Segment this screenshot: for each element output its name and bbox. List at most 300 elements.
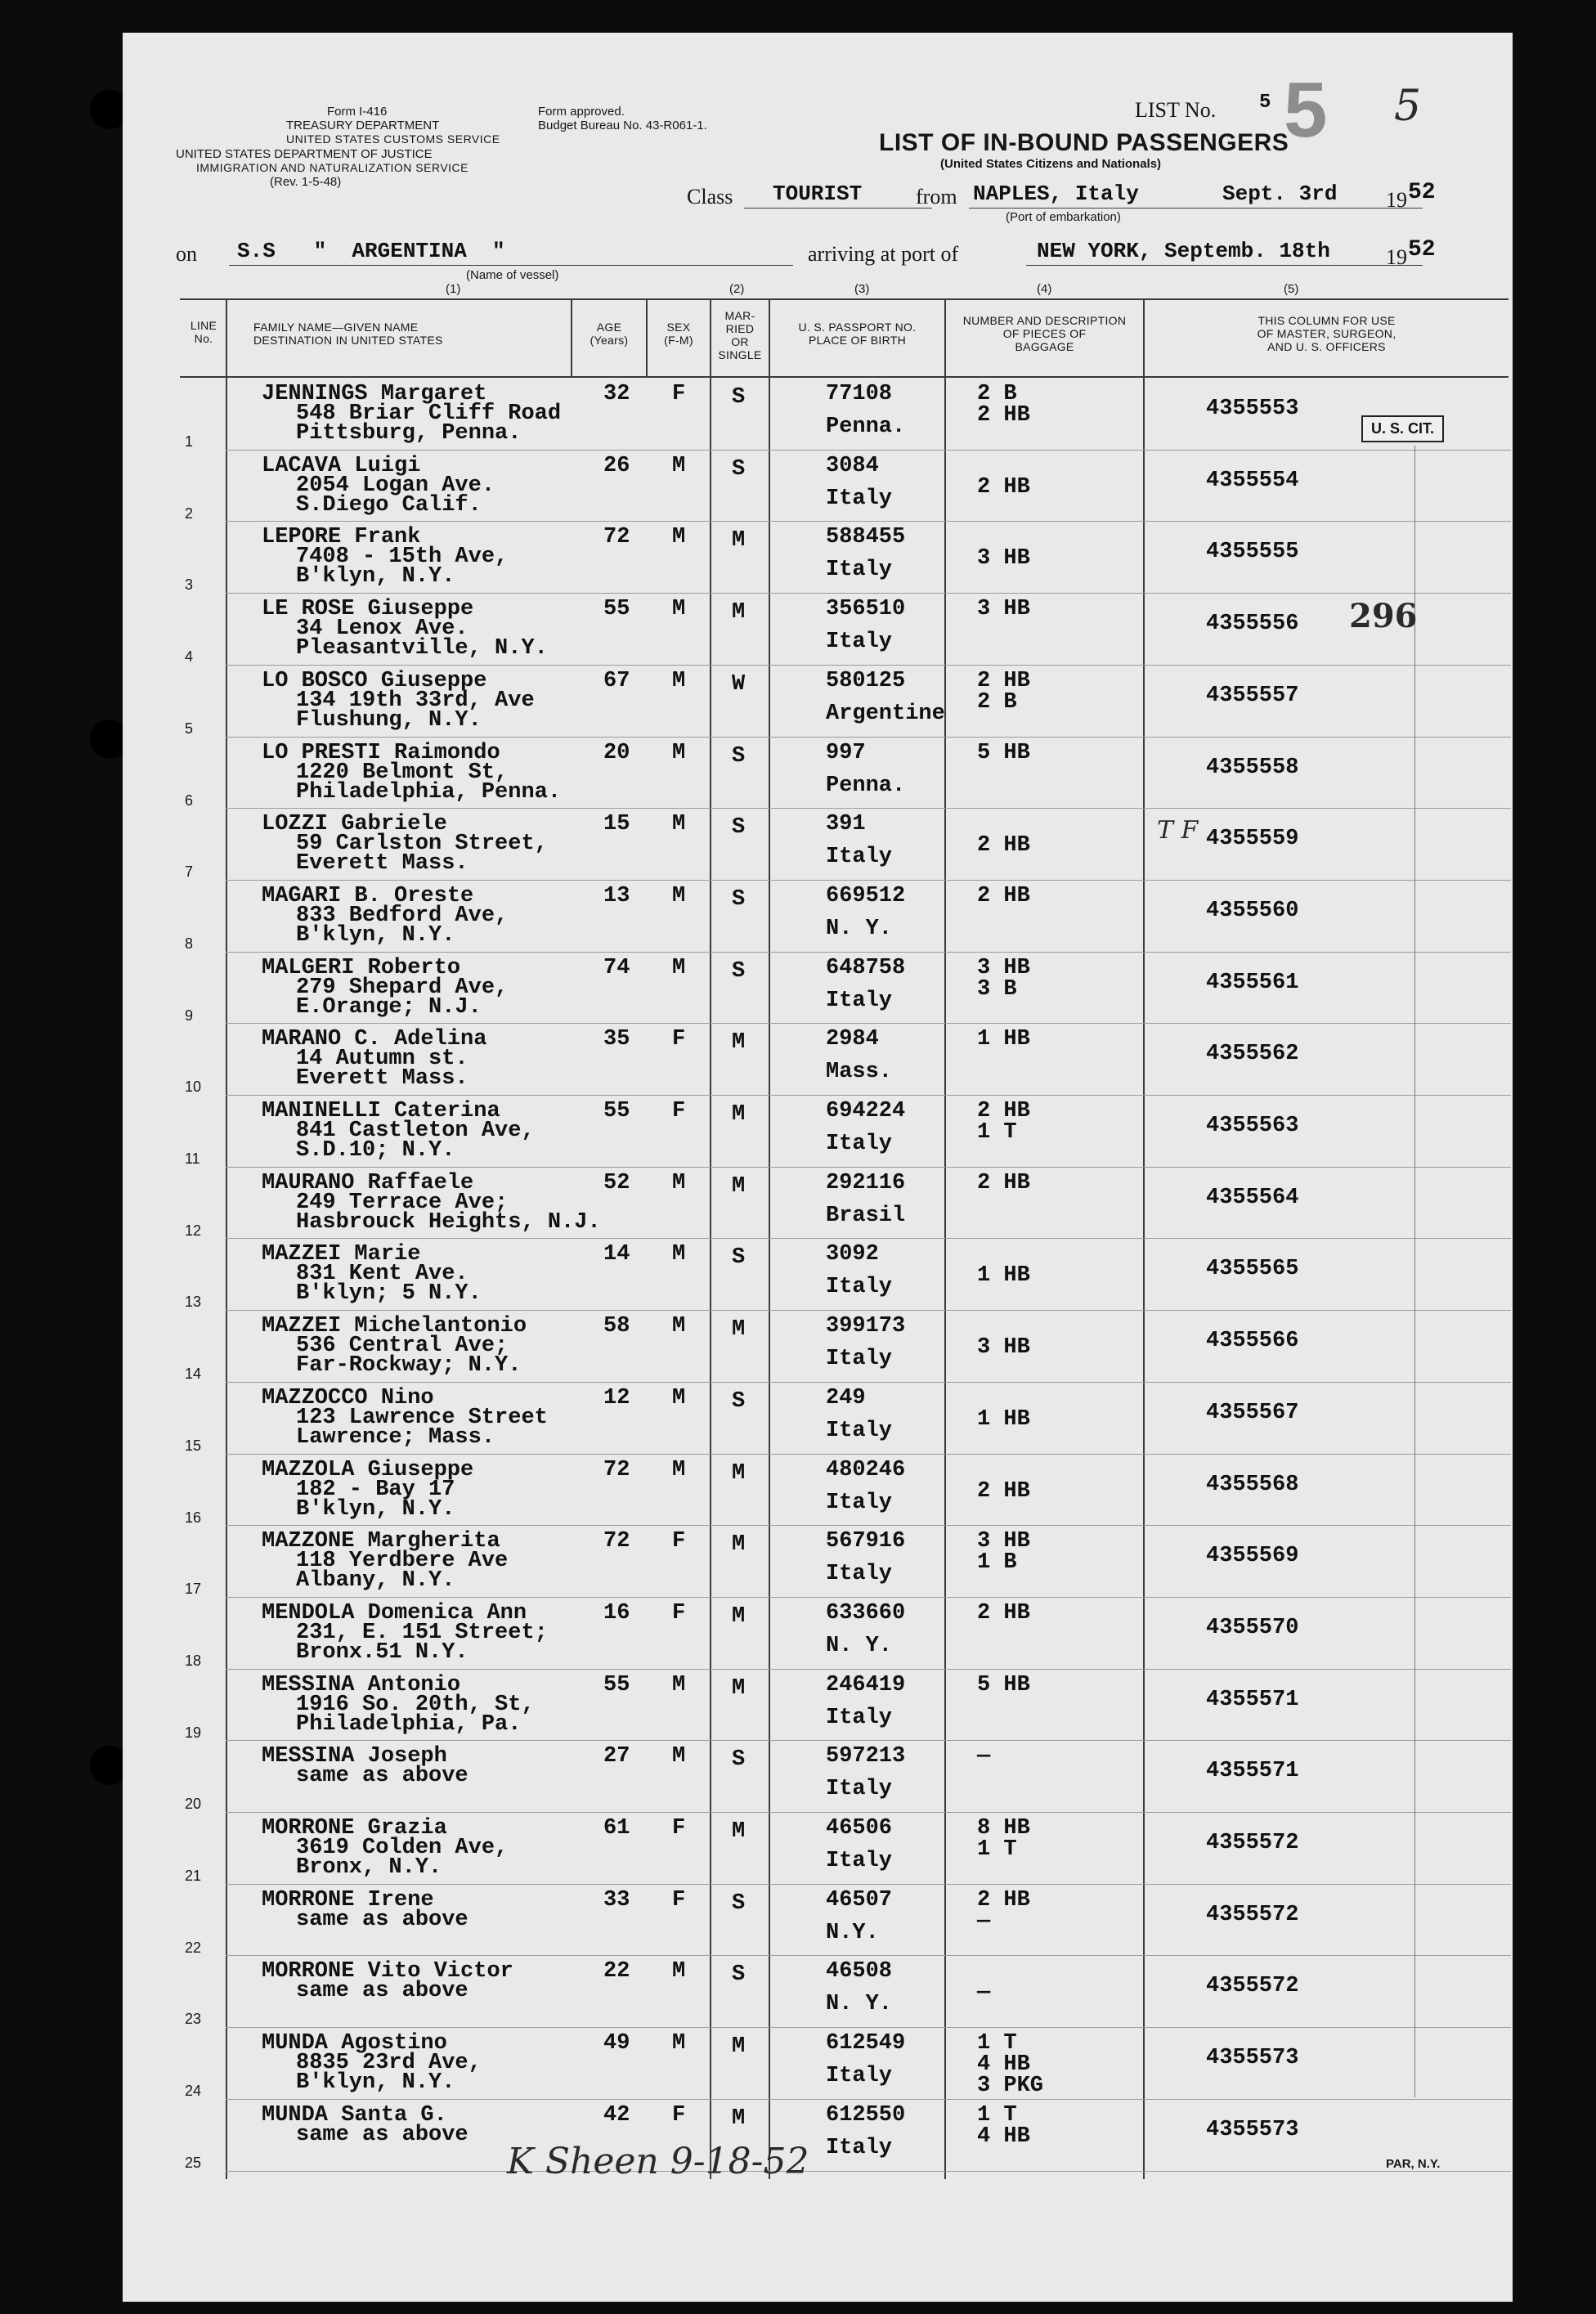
list-number-stamp: 5 [1284,66,1328,154]
row-family-given-name: MARANO C. Adelina [262,1027,487,1052]
row-destination-address: same as above [296,1907,468,1932]
row-destination-address: same as above [296,1979,468,2004]
row-divider [226,1167,1511,1168]
row-sex: F [672,2102,686,2128]
row-destination-address: 833 Bedford Ave, [296,903,509,928]
row-line-number: 23 [185,2011,202,2028]
row-officer-number: 4355558 [1206,755,1299,780]
row-destination-address: 34 Lenox Ave. [296,617,468,642]
row-age: 74 [603,955,630,980]
corner-handwritten-mark: 5 [1394,82,1422,131]
row-baggage-1: 2 HB [977,1170,1030,1195]
row-baggage-2: 4 HB [977,2123,1030,2149]
margin-pencil-line [1414,446,1415,2097]
class-value: TOURIST [773,182,863,206]
on-label: on [176,242,197,266]
row-family-given-name: LO PRESTI Raimondo [262,740,500,765]
row-place-of-birth: N.Y. [826,1920,879,1945]
vessel-underline [229,265,793,266]
row-sex: F [672,1600,686,1626]
row-line-number: 19 [185,1724,202,1741]
row-age: 20 [603,740,630,765]
from-underline [969,208,1423,209]
row-destination-address: 7408 - 15th Ave, [296,545,509,570]
row-place-of-birth: Italy [826,2135,893,2160]
row-divider [226,1812,1511,1813]
row-marital-status: S [732,385,746,410]
row-destination-city: E.Orange; N.J. [296,994,482,1020]
row-place-of-birth: Brasil [826,1203,906,1228]
vessel-caption: (Name of vessel) [466,268,559,282]
row-officer-number: 4355561 [1206,970,1299,995]
row-divider [226,1454,1511,1455]
row-age: 42 [603,2102,630,2128]
row-baggage-1: 3 HB [977,955,1030,980]
header-line-no: LINE No. [190,319,217,345]
row-place-of-birth: Italy [826,1275,893,1300]
column-number-1: (1) [446,282,461,296]
row-destination-city: S.Diego Calif. [296,492,482,518]
row-baggage-2: 1 T [977,1837,1017,1862]
row-destination-city: Pittsburg, Penna. [296,421,522,446]
row-family-given-name: MAZZEI Michelantonio [262,1314,527,1339]
row-officer-number: 4355570 [1206,1615,1299,1640]
header-bottom-border [180,376,1509,378]
row-family-given-name: MANINELLI Caterina [262,1099,500,1123]
row-divider [226,1238,1511,1239]
row-destination-city: Philadelphia, Pa. [296,1711,522,1737]
row-age: 72 [603,525,630,550]
row-line-number: 7 [185,863,194,881]
header-sex: SEX (F-M) [664,321,693,347]
row-divider [226,1884,1511,1885]
row-marital-status: S [732,1962,746,1988]
row-baggage-1: 2 HB [977,668,1030,693]
row-officer-number: 4355572 [1206,1974,1299,1999]
row-divider [226,1095,1511,1096]
row-officer-number: 4355562 [1206,1042,1299,1067]
row-destination-address: 231, E. 151 Street; [296,1620,548,1645]
row-marital-status: M [732,2034,746,2060]
row-divider [226,737,1511,738]
row-baggage-2: 3 B [977,976,1017,1002]
column-number-3: (3) [854,282,870,296]
row-line-number: 8 [185,935,194,952]
row-baggage-2: 1 B [977,1550,1017,1576]
row-place-of-birth: Italy [826,630,893,655]
row-baggage-2: 3 HB [977,546,1030,572]
row-age: 67 [603,668,630,693]
row-destination-address: 123 Lawrence Street [296,1405,548,1430]
class-underline [744,208,932,209]
row-family-given-name: LE ROSE Giuseppe [262,597,474,622]
row-place-of-birth: Penna. [826,415,906,439]
row-baggage-1: 3 HB [977,597,1030,622]
row-officer-number: 4355559 [1206,827,1299,852]
row-family-given-name: MAZZOCCO Nino [262,1385,434,1410]
row-baggage-2: 2 HB [977,1478,1030,1504]
row-destination-city: Bronx, N.Y. [296,1855,442,1880]
row-age: 12 [603,1385,630,1410]
row-destination-address: 14 Autumn st. [296,1047,468,1072]
row-family-given-name: MORRONE Vito Victor [262,1959,513,1984]
row-place-of-birth: Italy [826,486,893,511]
page-reference-296: 296 [1349,597,1418,635]
row-sex: M [672,812,686,837]
row-line-number: 9 [185,1007,194,1024]
inspector-signature: K Sheen 9-18-52 [507,2141,809,2182]
row-line-number: 20 [185,1796,202,1813]
row-divider [226,1525,1511,1526]
arriving-label: arriving at port of [808,242,959,266]
row-sex: M [672,1314,686,1339]
row-marital-status: S [732,1747,746,1773]
row-sex: F [672,1887,686,1913]
row-baggage-2: 2 HB [977,833,1030,859]
row-family-given-name: JENNINGS Margaret [262,382,487,406]
header-officers-use: THIS COLUMN FOR USE OF MASTER, SURGEON, AND U. S. OFFICERS [1257,314,1396,353]
row-age: 16 [603,1600,630,1626]
row-destination-city: Bronx.51 N.Y. [296,1639,468,1665]
row-divider [226,2171,1511,2172]
row-sex: M [672,668,686,693]
row-place-of-birth: Italy [826,1777,893,1802]
row-destination-address: same as above [296,2122,468,2147]
row-officer-number: 4355573 [1206,2046,1299,2071]
row-age: 15 [603,812,630,837]
row-age: 26 [603,453,630,478]
row-line-number: 16 [185,1509,202,1526]
row-baggage-1: 2 B [977,382,1017,406]
row-line-number: 5 [185,720,194,737]
ins-name: IMMIGRATION AND NATURALIZATION SERVICE [196,161,468,174]
row-sex: F [672,382,686,406]
budget-bureau: Budget Bureau No. 43-R061-1. [538,119,707,132]
row-officer-number: 4355569 [1206,1544,1299,1569]
embark-year: 52 [1408,180,1436,205]
row-marital-status: S [732,1245,746,1271]
row-marital-status: M [732,1603,746,1629]
row-place-of-birth: N. Y. [826,1633,893,1658]
row-destination-city: Albany, N.Y. [296,1568,455,1594]
row-line-number: 17 [185,1581,202,1598]
row-family-given-name: LO BOSCO Giuseppe [262,668,487,693]
row-destination-city: Pleasantville, N.Y. [296,636,548,661]
row-age: 33 [603,1887,630,1913]
row-sex: M [672,1672,686,1697]
row-family-given-name: MAGARI B. Oreste [262,883,474,908]
row-divider [226,665,1511,666]
tf-pencil-mark: T F [1157,816,1199,845]
row-destination-city: Philadelphia, Penna. [296,779,562,805]
row-family-given-name: MESSINA Antonio [262,1672,461,1697]
row-marital-status: M [732,1460,746,1486]
embark-year-prefix: 19 [1386,188,1407,212]
manifest-title: LIST OF IN-BOUND PASSENGERS [879,129,1289,156]
row-marital-status: S [732,815,746,841]
row-sex: F [672,1816,686,1841]
row-divider [226,1310,1511,1311]
row-divider [226,1023,1511,1024]
row-destination-address: 841 Castleton Ave, [296,1119,535,1143]
row-line-number: 14 [185,1366,202,1383]
list-number-label: LIST No. [1135,98,1217,122]
arrival-port: NEW YORK, Septemb. 18th [1037,239,1330,263]
row-age: 14 [603,1242,630,1267]
row-line-number: 18 [185,1652,202,1669]
row-destination-address: 536 Central Ave; [296,1334,509,1359]
row-age: 13 [603,883,630,908]
row-divider [226,1382,1511,1383]
row-baggage-1: 5 HB [977,740,1030,765]
row-passport-number: 246419 [826,1672,906,1697]
row-family-given-name: MORRONE Irene [262,1887,434,1913]
row-destination-city: B'klyn, N.Y. [296,1496,455,1522]
row-passport-number: 612549 [826,2031,906,2056]
row-officer-number: 4355573 [1206,2117,1299,2142]
customs-service: UNITED STATES CUSTOMS SERVICE [286,132,500,146]
row-destination-address: 831 Kent Ave. [296,1262,468,1287]
row-line-number: 15 [185,1437,202,1454]
row-family-given-name: LOZZI Gabriele [262,812,447,837]
row-baggage-2: 2 HB [977,474,1030,500]
row-marital-status: M [732,600,746,626]
row-destination-city: B'klyn, N.Y. [296,922,455,948]
row-marital-status: M [732,1102,746,1127]
form-revision: (Rev. 1-5-48) [270,175,342,189]
row-place-of-birth: Argentine [826,701,945,726]
row-officer-number: 4355572 [1206,1831,1299,1855]
manifest-page [123,33,1513,2302]
row-sex: F [672,1027,686,1052]
row-marital-status: M [732,1819,746,1844]
row-place-of-birth: Penna. [826,773,906,798]
vessel-name: S.S " ARGENTINA " [237,239,505,263]
row-age: 72 [603,1457,630,1482]
row-line-number: 21 [185,1868,202,1884]
row-destination-city: Far-Rockway; N.Y. [296,1353,522,1379]
row-line-number: 25 [185,2154,202,2171]
row-line-number: 2 [185,505,194,522]
arrival-underline [1026,265,1423,266]
row-marital-status: M [732,1030,746,1056]
row-sex: M [672,883,686,908]
row-sex: M [672,1959,686,1984]
row-destination-address: 1916 So. 20th, St, [296,1692,535,1717]
row-passport-number: 391 [826,812,866,837]
row-place-of-birth: Italy [826,1490,893,1515]
row-line-number: 10 [185,1079,202,1096]
form-number: Form I-416 [327,105,388,119]
row-place-of-birth: Italy [826,1562,893,1587]
row-divider [226,1597,1511,1598]
row-age: 61 [603,1816,630,1841]
row-destination-city: Everett Mass. [296,1066,468,1092]
row-passport-number: 567916 [826,1529,906,1554]
column-number-4: (4) [1037,282,1052,296]
row-sex: M [672,955,686,980]
row-age: 55 [603,597,630,622]
row-age: 22 [603,1959,630,1984]
row-destination-address: 279 Shepard Ave, [296,975,509,1000]
row-destination-address: same as above [296,1764,468,1789]
row-place-of-birth: N. Y. [826,916,893,941]
row-sex: M [672,1242,686,1267]
row-family-given-name: MUNDA Santa G. [262,2102,447,2128]
row-officer-number: 4355567 [1206,1400,1299,1425]
row-officer-number: 4355564 [1206,1185,1299,1210]
row-family-given-name: MUNDA Agostino [262,2031,447,2056]
row-line-number: 13 [185,1294,202,1311]
table-top-border [180,298,1509,300]
manifest-subtitle: (United States Citizens and Nationals) [940,157,1162,171]
row-baggage-3: 3 PKG [977,2074,1044,2099]
row-destination-city: Lawrence; Mass. [296,1424,495,1450]
row-baggage-1: 1 T [977,2102,1017,2128]
row-officer-number: 4355563 [1206,1114,1299,1138]
column-number-5: (5) [1284,282,1299,296]
row-officer-number: 4355571 [1206,1687,1299,1712]
row-baggage-2: 2 HB [977,403,1030,428]
row-passport-number: 580125 [826,668,906,693]
row-officer-number: 4355556 [1206,612,1299,637]
row-destination-city: S.D.10; N.Y. [296,1138,455,1163]
row-marital-status: M [732,1173,746,1199]
us-citizen-stamp: U. S. CIT. [1361,415,1444,442]
header-baggage: NUMBER AND DESCRIPTION OF PIECES OF BAGGAGE [962,314,1127,353]
row-destination-address: 8835 23rd Ave, [296,2051,482,2076]
row-destination-city: B'klyn, N.Y. [296,2070,455,2096]
row-marital-status: M [732,1532,746,1558]
row-passport-number: 597213 [826,1744,906,1769]
row-passport-number: 997 [826,740,866,765]
row-baggage-1: 2 HB [977,1600,1030,1626]
header-age: AGE (Years) [590,321,629,347]
row-marital-status: S [732,1388,746,1414]
row-place-of-birth: Italy [826,1705,893,1730]
row-sex: M [672,1170,686,1195]
row-family-given-name: LACAVA Luigi [262,453,421,478]
row-baggage-1: 3 HB [977,1529,1030,1554]
row-destination-address: 548 Briar Cliff Road [296,401,562,426]
row-destination-address: 3619 Colden Ave, [296,1836,509,1860]
row-sex: M [672,1457,686,1482]
row-officer-number: 4355560 [1206,898,1299,923]
row-passport-number: 356510 [826,597,906,622]
row-passport-number: 292116 [826,1170,906,1195]
row-marital-status: M [732,2105,746,2131]
row-line-number: 22 [185,1939,202,1956]
row-baggage-2: 1 HB [977,1406,1030,1432]
row-sex: M [672,453,686,478]
row-destination-address: 182 - Bay 17 [296,1477,455,1502]
header-married-single: MAR- RIED OR SINGLE [718,309,762,361]
row-officer-number: 4355555 [1206,540,1299,565]
row-age: 58 [603,1314,630,1339]
row-divider [226,880,1511,881]
row-marital-status: S [732,456,746,482]
row-marital-status: S [732,1890,746,1916]
treasury-department: TREASURY DEPARTMENT [286,119,440,132]
row-age: 72 [603,1529,630,1554]
row-sex: M [672,597,686,622]
row-officer-number: 4355568 [1206,1472,1299,1497]
row-destination-city: Everett Mass. [296,851,468,877]
form-approved: Form approved. [538,105,625,119]
row-line-number: 4 [185,648,194,666]
row-place-of-birth: Italy [826,845,893,870]
arrival-year-prefix: 19 [1386,245,1407,269]
row-officer-number: 4355571 [1206,1759,1299,1784]
row-line-number: 11 [185,1150,200,1167]
row-destination-address: 134 19th 33rd, Ave [296,688,535,713]
row-officer-number: 4355554 [1206,468,1299,493]
row-line-number: 24 [185,2083,202,2100]
row-place-of-birth: Italy [826,558,893,583]
row-passport-number: 694224 [826,1099,906,1123]
row-family-given-name: MORRONE Grazia [262,1816,447,1841]
row-baggage-2: 3 HB [977,1335,1030,1361]
row-line-number: 3 [185,576,194,594]
row-marital-status: M [732,528,746,554]
row-sex: M [672,1385,686,1410]
row-destination-city: B'klyn; 5 N.Y. [296,1281,482,1307]
embarkation-date: Sept. 3rd [1222,182,1338,206]
row-passport-number: 249 [826,1385,866,1410]
row-passport-number: 648758 [826,955,906,980]
row-family-given-name: MAZZEI Marie [262,1242,421,1267]
row-place-of-birth: Italy [826,1132,893,1156]
row-passport-number: 77108 [826,382,893,406]
row-divider [226,952,1511,953]
arrival-year: 52 [1408,237,1436,262]
row-officer-number: 4355565 [1206,1257,1299,1282]
row-destination-address: 2054 Logan Ave. [296,473,495,498]
row-passport-number: 46508 [826,1959,893,1984]
row-divider [226,1669,1511,1670]
row-passport-number: 669512 [826,883,906,908]
row-place-of-birth: Mass. [826,1060,893,1085]
row-sex: F [672,1529,686,1554]
from-label: from [916,185,957,209]
row-age: 49 [603,2031,630,2056]
row-passport-number: 46506 [826,1816,893,1841]
row-passport-number: 46507 [826,1887,893,1913]
row-family-given-name: MAZZOLA Giuseppe [262,1457,474,1482]
row-line-number: 6 [185,792,194,809]
row-destination-city: B'klyn, N.Y. [296,564,455,590]
row-line-number: 12 [185,1222,202,1239]
row-passport-number: 480246 [826,1457,906,1482]
row-passport-number: 3092 [826,1242,879,1267]
row-baggage-2: 4 HB [977,2052,1030,2078]
row-sex: F [672,1099,686,1123]
row-baggage-2: — [977,1908,991,1934]
row-place-of-birth: Italy [826,1849,893,1873]
row-place-of-birth: Italy [826,1347,893,1372]
row-marital-status: S [732,958,746,984]
row-baggage-1: 5 HB [977,1672,1030,1697]
row-passport-number: 612550 [826,2102,906,2128]
column-number-2: (2) [729,282,745,296]
row-passport-number: 2984 [826,1027,879,1052]
row-officer-number: 4355553 [1206,397,1299,421]
row-officer-number: 4355566 [1206,1329,1299,1354]
row-place-of-birth: N. Y. [826,1992,893,2017]
row-marital-status: M [732,1675,746,1701]
department-of-justice: UNITED STATES DEPARTMENT OF JUSTICE [176,147,433,161]
row-passport-number: 3084 [826,453,879,478]
